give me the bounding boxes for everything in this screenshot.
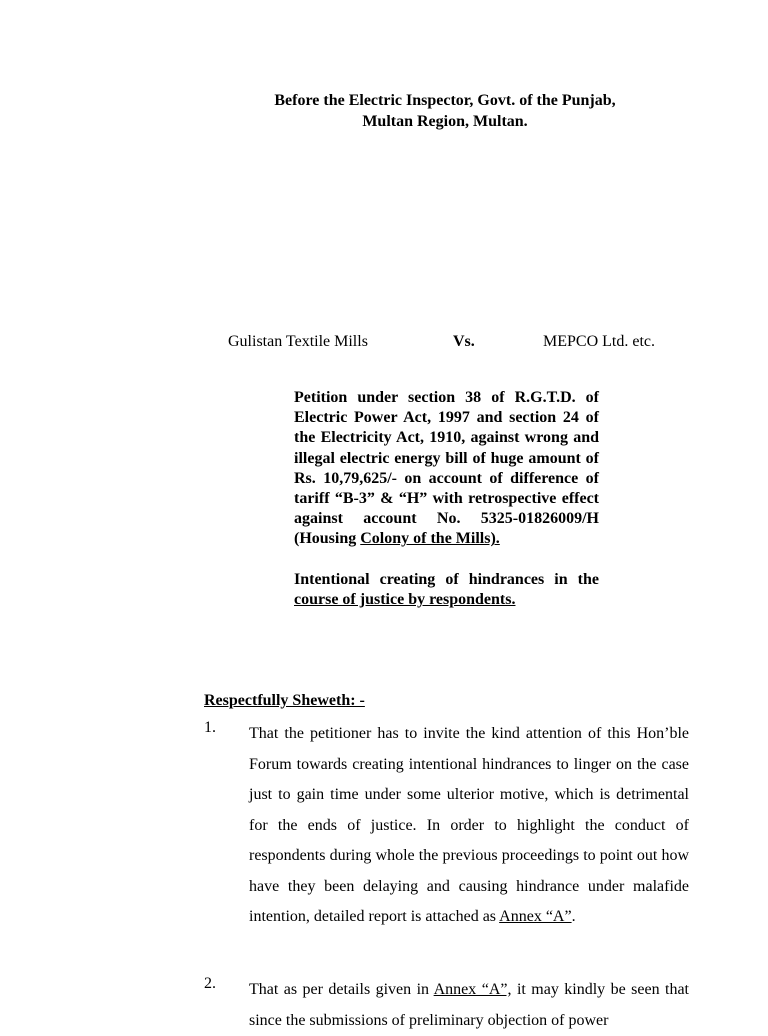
salutation-heading: Respectfully Sheweth: - — [204, 692, 365, 709]
court-header-line-1: Before the Electric Inspector, Govt. of the Punjab, — [274, 92, 616, 109]
annex-a-reference: Annex “A” — [499, 908, 572, 925]
paragraph-number: 2. — [204, 975, 216, 992]
paragraph-2 — [204, 975, 689, 1036]
petition-subject — [294, 570, 599, 610]
paragraph-number: 1. — [204, 719, 216, 736]
paragraph-body — [249, 975, 689, 1036]
respondent-name: MEPCO Ltd. etc. — [543, 333, 655, 350]
court-header — [160, 90, 730, 132]
paragraph-text-after: it may kindly be seen that since the submissions of preliminary objection of power — [249, 981, 690, 1029]
case-parties — [0, 333, 768, 355]
petition-subject-underlined: course of justice by respondents. — [294, 590, 516, 608]
annex-a-reference: Annex “A”, — [433, 981, 512, 998]
petitioner-name: Gulistan Textile Mills — [228, 333, 368, 350]
petition-description — [294, 388, 599, 550]
paragraph-text-before: That as per details given in — [249, 981, 430, 998]
petition-description-text: Petition under section 38 of R.G.T.D. of Electric Power Act, 1997 and section 24 of the Electricity Act, 1910, against wrong and illegal electric energy bill of huge amount of Rs. 10,79,625/- on account of difference of tariff “B-3” & “H” with retrospective effect against account No. 5325-01826009/H (Housing — [294, 389, 599, 548]
petition-description-underlined: Colony of the Mills). — [360, 530, 500, 548]
paragraph-1 — [204, 719, 689, 933]
paragraph-tail: . — [571, 908, 576, 925]
petition-title-block — [294, 388, 599, 610]
paragraph-text: That the petitioner has to invite the kind attention of this Hon’ble Forum towards creating intentional hindrances to linger on the case just to gain time under some ulterior motive, which is detrimental for the ends of justice. In order to highlight the conduct of respondents during whole the previous proceedings to point out how have they been delaying and causing hindrance under malafide intention, detailed report is attached as — [249, 725, 689, 925]
petition-subject-text: Intentional creating of hindrances in the — [294, 570, 599, 588]
paragraph-body — [249, 719, 689, 933]
court-header-line-2: Multan Region, Multan. — [362, 113, 528, 130]
versus-label: Vs. — [453, 333, 475, 350]
